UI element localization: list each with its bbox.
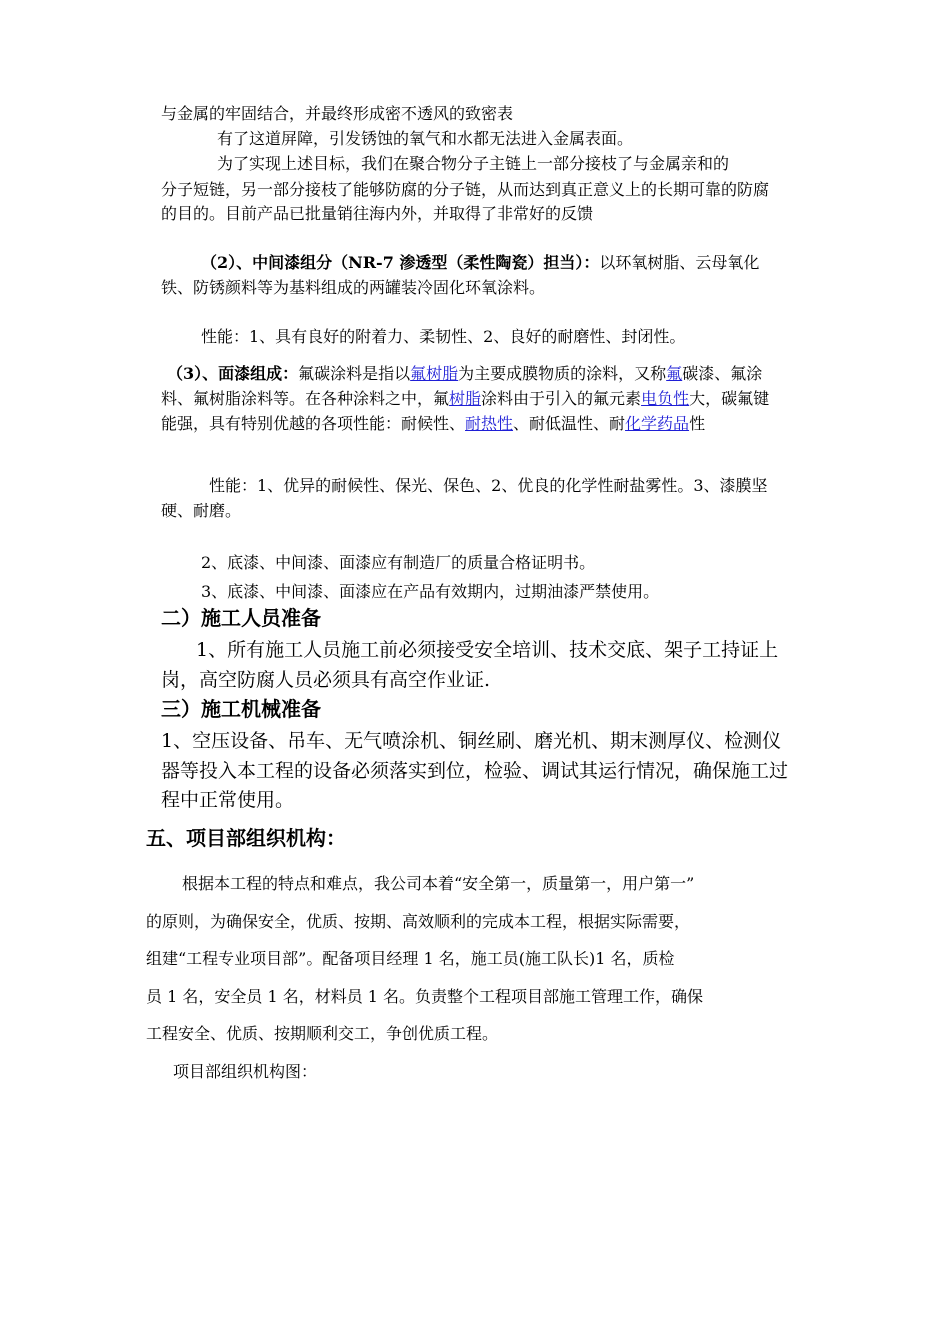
link-heat-resistance[interactable]: 耐热性 xyxy=(465,414,514,433)
top-coat-text: 为主要成膜物质的涂料，又称 xyxy=(458,364,667,383)
mid-coat-line-2: 铁、防锈颜料等为基料组成的两罐装冷固化环氧涂料。 xyxy=(161,278,546,297)
top-coat-heading: （3）、面漆组成： xyxy=(167,364,299,383)
note-3: 3、底漆、中间漆、面漆应在产品有效期内，过期油漆严禁使用。 xyxy=(201,582,660,601)
link-chemicals[interactable]: 化学药品 xyxy=(625,414,690,433)
machinery-line-2: 器等投入本工程的设备必须落实到位，检验、调试其运行情况，确保施工过 xyxy=(161,760,789,782)
mid-coat-line-1 xyxy=(201,250,759,273)
top-coat-text: 料、氟树脂涂料等。在各种涂料之中， xyxy=(161,389,434,408)
machinery-line-3: 程中正常使用。 xyxy=(161,789,295,811)
section-title-machinery: 三）施工机械准备 xyxy=(161,697,321,721)
intro-line-2: 有了这道屏障，引发锈蚀的氧气和水都无法进入金属表面。 xyxy=(217,129,634,148)
mid-coat-text-1: 以环氧树脂、云母氧化 xyxy=(599,253,760,272)
mid-coat-heading: （2）、中间漆组分（NR-7 渗透型（柔性陶瓷）担当）： xyxy=(201,253,600,272)
intro-line-4: 分子短链，另一部分接枝了能够防腐的分子链，从而达到真正意义上的长期可靠的防腐 xyxy=(161,180,770,199)
intro-line-3: 为了实现上述目标，我们在聚合物分子主链上一部分接枝了与金属亲和的 xyxy=(217,154,730,173)
org-paragraph-line-1: 根据本工程的特点和难点，我公司本着“安全第一，质量第一，用户第一” xyxy=(182,874,695,893)
org-chart-label: 项目部组织机构图： xyxy=(173,1062,318,1081)
top-coat-line-3 xyxy=(161,411,705,434)
top-coat-text: 能强，具有特别优越的各项性能：耐候性、 xyxy=(161,414,466,433)
intro-line-5: 的目的。目前产品已批量销往海内外，并取得了非常好的反馈 xyxy=(161,204,594,223)
org-paragraph-line-4: 员 1 名，安全员 1 名，材料员 1 名。负责整个工程项目部施工管理工作，确保 xyxy=(146,987,704,1006)
link-fluororesin[interactable]: 氟树脂 xyxy=(410,364,459,383)
link-electronegativity[interactable]: 电负性 xyxy=(641,389,690,408)
top-coat-performance-2: 硬、耐磨。 xyxy=(161,501,242,520)
intro-line-1: 与金属的牢固结合，并最终形成密不透风的致密表 xyxy=(161,104,514,123)
org-paragraph-line-5: 工程安全、优质、按期顺利交工，争创优质工程。 xyxy=(146,1024,499,1043)
top-coat-line-1 xyxy=(167,361,762,384)
top-coat-text: 、耐低温性、耐 xyxy=(513,414,626,433)
personnel-line-2: 岗，高空防腐人员必须具有高空作业证. xyxy=(161,669,491,691)
top-coat-text: 碳漆、氟涂 xyxy=(682,364,763,383)
org-paragraph-line-3: 组建“工程专业项目部”。配备项目经理 1 名，施工员(施工队长)1 名，质检 xyxy=(146,949,675,968)
personnel-line-1: 1、所有施工人员施工前必须接受安全培训、技术交底、架子工持证上 xyxy=(196,639,779,661)
top-coat-line-2 xyxy=(161,386,769,409)
org-paragraph-line-2: 的原则，为确保安全，优质、按期、高效顺利的完成本工程，根据实际需要， xyxy=(146,912,691,931)
top-coat-performance-1: 性能：1、优异的耐候性、保光、保色、2、优良的化学性耐盐雾性。3、漆膜坚 xyxy=(209,476,768,495)
top-coat-text: 涂料由于引入的氟元素 xyxy=(481,389,642,408)
section-title-organization: 五、项目部组织机构： xyxy=(146,826,346,850)
top-coat-text: 氟碳涂料是指以 xyxy=(298,364,411,383)
link-resin[interactable]: 树脂 xyxy=(449,389,482,408)
top-coat-text: 大，碳氟键 xyxy=(689,389,770,408)
section-title-personnel: 二）施工人员准备 xyxy=(161,606,321,630)
link-fluorine[interactable]: 氟 xyxy=(666,364,683,383)
top-coat-text: 氟 xyxy=(433,389,450,408)
mid-coat-performance: 性能：1、具有良好的附着力、柔韧性、2、良好的耐磨性、封闭性。 xyxy=(201,327,686,346)
top-coat-text: 性 xyxy=(689,414,706,433)
machinery-line-1: 1、空压设备、吊车、无气喷涂机、铜丝刷、磨光机、期末测厚仪、检测仪 xyxy=(161,730,782,752)
note-2: 2、底漆、中间漆、面漆应有制造厂的质量合格证明书。 xyxy=(201,553,596,572)
